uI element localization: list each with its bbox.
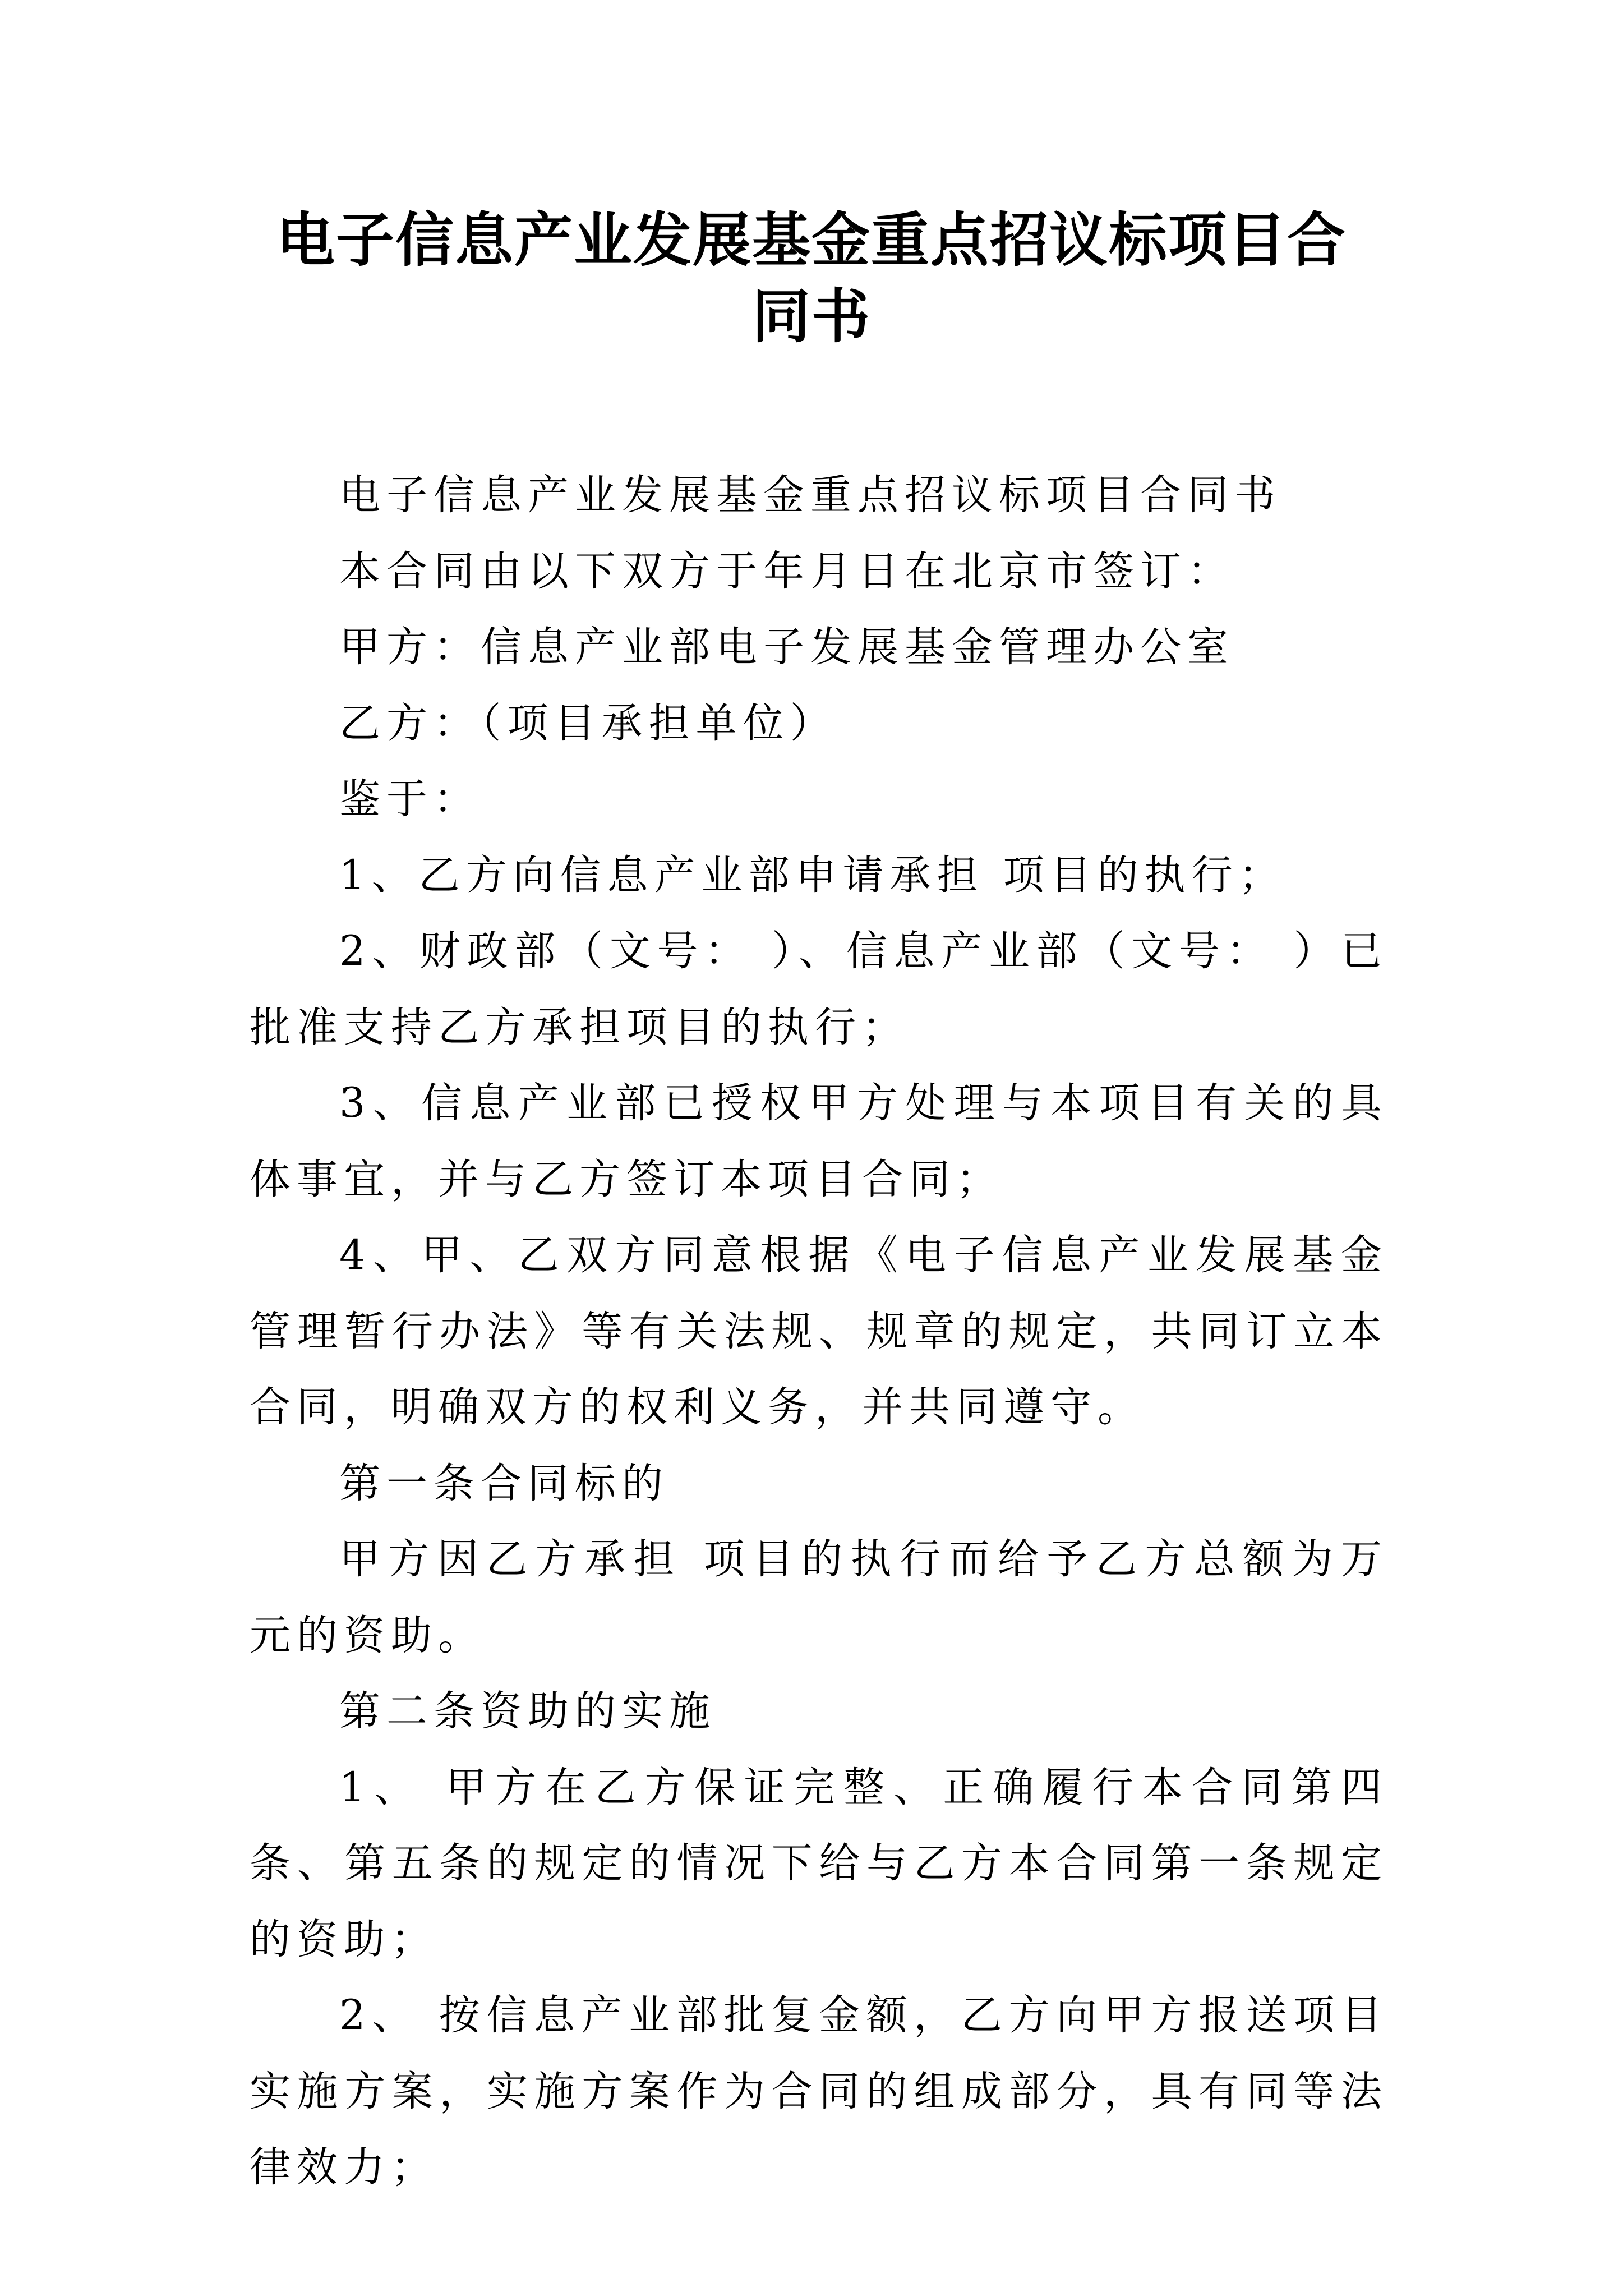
paragraph-whereas-3: 3、信息产业部已授权甲方处理与本项目有关的具体事宜，并与乙方签订本项目合同； bbox=[250, 1079, 1388, 1203]
paragraph-whereas: 鉴于： bbox=[339, 775, 481, 823]
paragraph-party-a: 甲方：信息产业部电子发展基金管理办公室 bbox=[339, 623, 1234, 671]
article-2-item-2: 2、 按信息产业部批复金额，乙方向甲方报送项目实施方案，实施方案作为合同的组成部分，具有同等法律效力； bbox=[250, 1991, 1388, 2191]
article-2-heading: 第二条资助的实施 bbox=[339, 1687, 716, 1735]
paragraph-contract-name: 电子信息产业发展基金重点招议标项目合同书 bbox=[339, 471, 1281, 519]
paragraph-signing-statement: 本合同由以下双方于年月日在北京市签订： bbox=[339, 547, 1234, 595]
paragraph-whereas-4: 4、甲、乙双方同意根据《电子信息产业发展基金管理暂行办法》等有关法规、规章的规定，共同订立本合同，明确双方的权利义务，并共同遵守。 bbox=[250, 1231, 1388, 1431]
paragraph-whereas-1: 1、乙方向信息产业部申请承担 项目的执行； bbox=[339, 851, 1286, 899]
title-line-2: 同书 bbox=[751, 282, 871, 351]
paragraph-whereas-2: 2、财政部（文号： ）、信息产业部（文号： ）已批准支持乙方承担项目的执行； bbox=[250, 927, 1388, 1051]
paragraph-party-b: 乙方：（项目承担单位） bbox=[339, 699, 837, 747]
title-line-1: 电子信息产业发展基金重点招议标项目合 bbox=[276, 205, 1347, 274]
article-1-text: 甲方因乙方承担 项目的执行而给予乙方总额为万元的资助。 bbox=[250, 1535, 1388, 1659]
article-1-heading: 第一条合同标的 bbox=[339, 1459, 669, 1507]
document-body bbox=[250, 457, 1388, 2206]
document-title bbox=[247, 202, 1376, 355]
article-2-item-1: 1、 甲方在乙方保证完整、正确履行本合同第四条、第五条的规定的情况下给与乙方本合同第一条规定的资助； bbox=[250, 1763, 1388, 1963]
